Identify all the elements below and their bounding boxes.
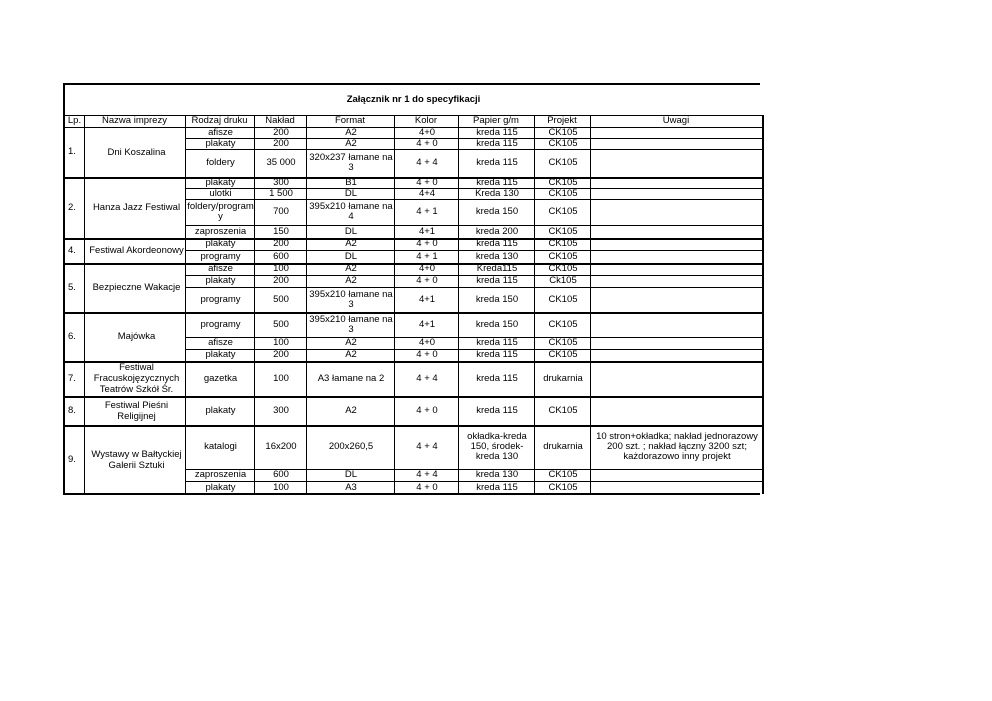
table-cell: programy — [200, 250, 241, 262]
table-cell: CK105 — [548, 187, 578, 199]
table-cell: 4+0 — [418, 337, 436, 348]
table-cell: A2 — [345, 337, 357, 348]
table-cell: 395x210 łamane na 3 — [309, 313, 393, 335]
table-cell: 200 — [273, 137, 289, 149]
table-cell: 200x260,5 — [328, 441, 374, 452]
table-cell: 4+0 — [418, 126, 436, 138]
table-cell: 4+1 — [418, 225, 436, 237]
table-cell: okładka-kreda 150, środek-kreda 130 — [467, 431, 527, 462]
table-cell: drukarnia — [543, 372, 583, 384]
table-cell — [590, 238, 764, 250]
table-cell: CK105 — [548, 126, 578, 138]
table-cell: gazetka — [203, 372, 238, 384]
table-cell — [590, 337, 764, 349]
table-cell: kreda 115 — [476, 481, 518, 493]
event-name: Wystawy w Bałtyckiej Galerii Sztuki — [91, 448, 182, 471]
table-cell: 150 — [273, 225, 289, 237]
table-cell: programy — [200, 293, 241, 305]
table-cell: foldery/program y — [187, 201, 254, 222]
table-cell: plakaty — [205, 481, 236, 493]
table-cell: 4 + 1 — [416, 250, 438, 262]
table-cell: 200 — [273, 126, 289, 138]
table-cell: CK105 — [548, 206, 578, 217]
table-cell: A2 — [345, 349, 357, 360]
table-cell: 4 + 0 — [416, 137, 438, 149]
table-cell: 16x200 — [265, 441, 297, 452]
table-cell: 1 500 — [269, 187, 293, 199]
table-cell: A3 łamane na 2 — [317, 372, 385, 384]
table-cell: DL — [344, 187, 358, 199]
table-cell: 4 + 0 — [416, 349, 438, 360]
column-header: Lp. — [67, 115, 82, 126]
table-cell: afisze — [208, 263, 233, 274]
table-cell: CK105 — [548, 157, 578, 168]
table-cell: plakaty — [205, 238, 236, 249]
table-cell: kreda 115 — [476, 337, 518, 348]
table-cell: 395x210 łamane na 4 — [309, 201, 393, 222]
table-cell: A2 — [345, 238, 357, 249]
table-cell — [590, 250, 764, 263]
table-cell — [590, 361, 764, 396]
table-cell: 100 — [273, 481, 289, 493]
table-cell: 100 — [273, 372, 289, 384]
table-cell: 10 stron+okładka; nakład jednorazowy 200 szt. ; nakład łączny 3200 szt; każdorazowo inny projekt — [596, 431, 758, 462]
table-cell: 4 + 4 — [416, 372, 438, 384]
event-number: 2. — [68, 201, 76, 213]
table-cell: foldery — [206, 157, 235, 168]
table-cell: kreda 115 — [476, 137, 518, 149]
table-cell: 4 + 0 — [416, 238, 438, 249]
table-cell: 4 + 0 — [416, 176, 438, 188]
table-cell: kreda 115 — [476, 372, 518, 384]
table-cell: 700 — [273, 206, 289, 217]
event-name: Festiwal Fracuskojęzycznych Teatrów Szkół Śr. — [93, 362, 180, 395]
table-cell — [590, 188, 764, 199]
table-cell: afisze — [208, 126, 233, 138]
table-cell: zaproszenia — [194, 225, 247, 237]
event-number: 7. — [68, 372, 76, 384]
table-cell: 200 — [273, 349, 289, 360]
table-cell — [590, 138, 764, 149]
event-number: 5. — [68, 281, 76, 293]
table-cell: kreda 150 — [475, 206, 519, 217]
table-cell: 320x237 łamane na 3 — [309, 152, 393, 173]
table-cell: 35 000 — [266, 157, 296, 168]
table-cell: kreda 115 — [476, 157, 518, 168]
table-cell: CK105 — [548, 263, 578, 274]
table-cell: A2 — [345, 263, 357, 274]
table-cell: DL — [344, 250, 358, 262]
table-cell: 200 — [273, 275, 289, 286]
table-cell: A2 — [345, 275, 357, 286]
table-cell: 4 + 4 — [416, 441, 438, 452]
table-cell: CK105 — [548, 337, 578, 348]
event-name: Festiwal Pieśni Religijnej — [104, 399, 169, 422]
table-cell: plakaty — [205, 137, 236, 149]
table-cell: A2 — [345, 137, 357, 149]
table-cell: 395x210 łamane na 3 — [309, 288, 393, 310]
table-cell: kreda 115 — [476, 275, 518, 286]
table-cell: A2 — [345, 404, 357, 416]
table-cell — [590, 127, 764, 138]
table-cell: 4 + 0 — [416, 481, 438, 493]
table-cell: 300 — [273, 176, 289, 188]
table-cell — [590, 287, 764, 312]
table-cell — [590, 312, 764, 337]
column-header: Kolor — [414, 115, 438, 126]
table-cell — [590, 469, 764, 481]
event-name: Festiwal Akordeonowy — [89, 245, 184, 256]
table-cell: 4 + 4 — [416, 469, 438, 480]
table-cell: CK105 — [548, 176, 578, 188]
table-cell: CK105 — [548, 250, 578, 262]
table-cell: 4 + 1 — [416, 206, 438, 217]
event-number: 1. — [68, 146, 76, 157]
table-cell: kreda 115 — [476, 126, 518, 138]
table-cell: ulotki — [209, 187, 232, 199]
column-header: Rodzaj druku — [191, 115, 248, 126]
table-cell: 4+0 — [418, 263, 436, 274]
table-cell: kreda 115 — [476, 349, 518, 360]
table-cell: kreda 200 — [475, 225, 519, 237]
table-cell: 4 + 4 — [416, 157, 438, 168]
event-number: 8. — [68, 404, 76, 416]
table-cell — [590, 263, 764, 275]
table-cell: kreda 130 — [475, 250, 519, 262]
table-cell: 100 — [273, 263, 289, 274]
column-header: Projekt — [547, 115, 577, 126]
table-cell — [590, 149, 764, 177]
table-cell: Kreda115 — [476, 263, 518, 274]
table-cell: programy — [200, 318, 241, 330]
table-cell: CK105 — [548, 349, 578, 360]
table-cell: 100 — [273, 337, 289, 348]
table-cell: CK105 — [548, 137, 578, 149]
event-number: 9. — [68, 453, 76, 465]
table-cell: plakaty — [205, 349, 236, 360]
event-number: 4. — [68, 244, 76, 256]
table-cell: A3 — [345, 481, 357, 493]
table-cell: plakaty — [205, 404, 236, 416]
table-cell: CK105 — [548, 238, 578, 249]
table-cell: katalogi — [204, 441, 237, 452]
table-cell: CK105 — [548, 318, 578, 330]
column-header: Nakład — [265, 115, 295, 126]
table-cell — [590, 199, 764, 225]
table-cell: plakaty — [205, 275, 236, 286]
table-cell — [590, 481, 764, 494]
table-cell: afisze — [208, 337, 233, 348]
table-cell: DL — [344, 225, 358, 237]
table-cell: 200 — [273, 238, 289, 249]
table-cell: DL — [344, 469, 358, 480]
table-cell: B1 — [345, 176, 357, 188]
table-cell: kreda 115 — [476, 176, 518, 188]
table-title: Załącznik nr 1 do specyfikacji — [346, 94, 481, 105]
table-cell: CK105 — [548, 225, 578, 237]
event-name: Dni Koszalina — [107, 146, 166, 158]
table-cell: Ck105 — [549, 275, 577, 286]
table-cell: kreda 130 — [475, 469, 519, 480]
table-cell: 4+1 — [418, 293, 436, 305]
table-cell: CK105 — [548, 469, 578, 480]
table-cell: kreda 115 — [476, 238, 518, 249]
table-cell — [590, 225, 764, 238]
table-cell: 600 — [273, 250, 289, 262]
table-cell: 500 — [273, 293, 289, 305]
table-cell: CK105 — [548, 293, 578, 305]
event-name: Majówka — [117, 331, 156, 342]
table-cell: 4 + 0 — [416, 404, 438, 416]
column-header: Papier g/m — [473, 115, 519, 126]
table-cell: A2 — [345, 126, 357, 138]
table-cell: CK105 — [548, 404, 578, 416]
table-cell: plakaty — [205, 176, 236, 188]
table-cell: 300 — [273, 404, 289, 416]
event-name: Bezpieczne Wakacje — [92, 282, 181, 293]
table-cell: drukarnia — [543, 441, 583, 452]
column-header: Format — [334, 115, 366, 126]
column-header: Nazwa imprezy — [102, 115, 167, 126]
table-cell — [590, 177, 764, 188]
event-name: Hanza Jazz Festiwal — [92, 202, 181, 213]
table-cell — [590, 349, 764, 361]
column-header: Uwagi — [662, 115, 690, 126]
table-cell: 4+4 — [418, 187, 436, 199]
table-cell: kreda 150 — [475, 318, 519, 330]
table-cell: zaproszenia — [194, 469, 247, 480]
table-cell: kreda 115 — [476, 404, 518, 416]
table-cell: CK105 — [548, 481, 578, 493]
table-cell — [590, 275, 764, 287]
specification-table — [63, 83, 760, 495]
table-cell: Kreda 130 — [475, 187, 519, 199]
table-cell: 500 — [273, 318, 289, 330]
table-cell: kreda 150 — [475, 293, 519, 305]
table-cell: 4+1 — [418, 318, 436, 330]
table-cell: 4 + 0 — [416, 275, 438, 286]
table-cell: 600 — [273, 469, 289, 480]
table-cell — [590, 396, 764, 425]
event-number: 6. — [68, 330, 76, 342]
